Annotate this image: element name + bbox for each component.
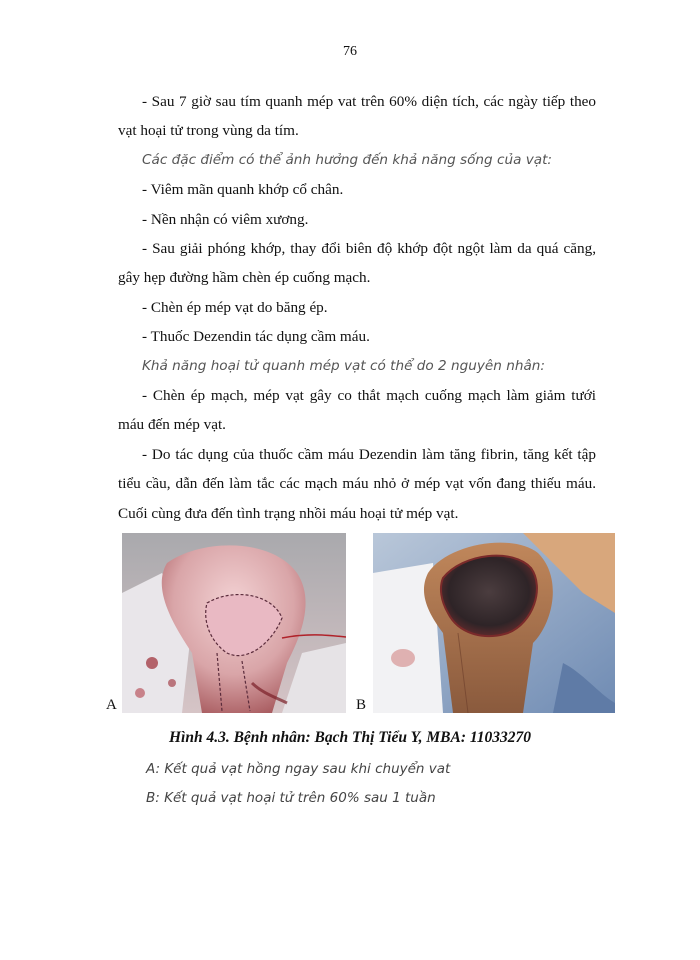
figure-caption-a: A: Kết quả vạt hồng ngay sau khi chuyển vat (146, 761, 451, 777)
paragraph: - Thuốc Dezendin tác dụng cầm máu. (142, 328, 370, 346)
flap-photo-b-image (373, 533, 615, 713)
paragraph-italic: Các đặc điểm có thể ảnh hưởng đến khả năng sống của vạt: (142, 151, 553, 168)
photo-label-a: A (106, 697, 117, 713)
paragraph: - Do tác dụng của thuốc cầm máu Dezendin làm tăng fibrin, tăng kết tập tiểu cầu, dẫn đến làm tắc các mạch máu nhỏ ở mép vạt vốn đang thiếu máu. Cuối cùng đưa đến tình trạng nhồi máu hoại tử mép vạt. (118, 445, 596, 522)
paragraph: - Nền nhận có viêm xương. (142, 210, 309, 228)
figure-caption-title: Hình 4.3. Bệnh nhân: Bạch Thị Tiểu Y, MBA: 11033270 (168, 729, 532, 746)
paragraph: - Sau giải phóng khớp, thay đổi biên độ khớp đột ngột làm da quá căng, gây hẹp đường hầm chèn ép cuống mạch. (118, 240, 596, 287)
flap-photo-a-image (122, 533, 346, 713)
body-text (118, 87, 596, 528)
paragraph: - Chèn ép mép vạt do băng ép. (142, 298, 328, 316)
paragraph-italic: Khả năng hoại tử quanh mép vạt có thể do 2 nguyên nhân: (142, 357, 545, 374)
figure (118, 533, 598, 713)
figure-caption-b: B: Kết quả vạt hoại tử trên 60% sau 1 tuần (146, 790, 436, 806)
paragraph: - Chèn ép mạch, mép vạt gây co thắt mạch cuống mạch làm giảm tưới máu đến mép vạt. (118, 387, 596, 434)
photo-label-b: B (356, 697, 367, 713)
page-number: 76 (343, 44, 357, 59)
paragraph: - Viêm mãn quanh khớp cổ chân. (142, 181, 344, 199)
paragraph: - Sau 7 giờ sau tím quanh mép vat trên 60% diện tích, các ngày tiếp theo vạt hoại tử trong vùng da tím. (118, 93, 596, 140)
photo-b (373, 533, 615, 713)
photo-a (122, 533, 346, 713)
